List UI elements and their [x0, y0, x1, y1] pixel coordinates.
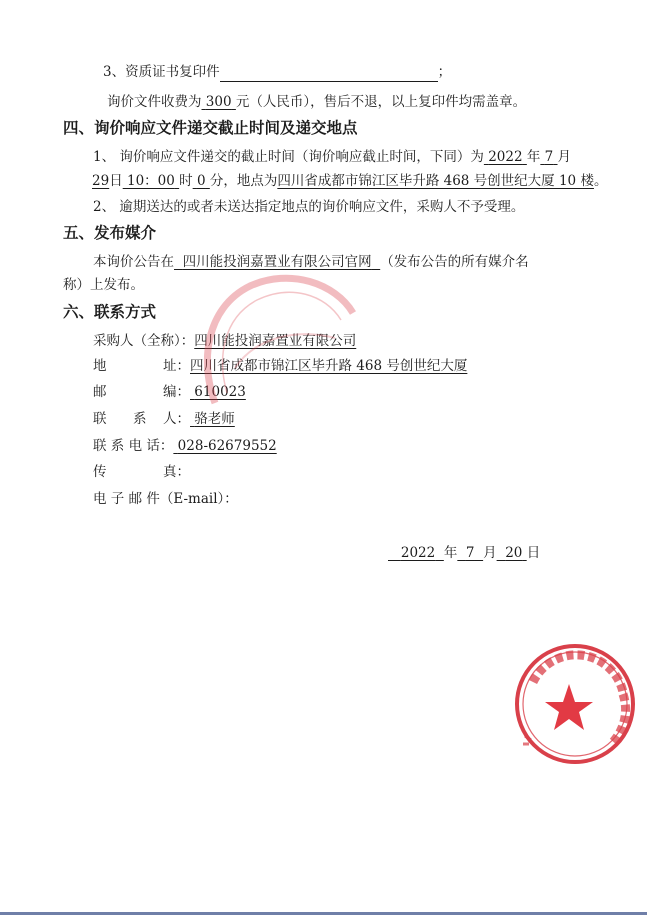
- item-3-blank: [220, 63, 438, 82]
- section-4-para-1: 1、 询价响应文件递交的截止时间（询价响应截止时间，下同）为 2022 年 7 月: [93, 149, 572, 165]
- address-row: 址：四川省成都市锦江区毕升路 468 号创世纪大厦: [163, 358, 468, 374]
- contact-label-1: 联: [93, 411, 107, 427]
- seam-seal-stamp: [195, 268, 360, 418]
- address-value: 四川省成都市锦江区毕升路 468 号创世纪大厦: [190, 358, 468, 374]
- contact-label-2: 系: [133, 411, 147, 427]
- email-row: 电 子 邮 件（E-mail）：: [93, 491, 238, 507]
- item-3-label: 3、资质证书复印件: [103, 64, 220, 80]
- fee-suffix: 元（人民币），售后不退，以上复印件均需盖章。: [235, 94, 527, 110]
- address-label-1: 地: [93, 358, 107, 374]
- buyer-label: 采购人（全称）：: [93, 333, 195, 349]
- section-5-heading: 五、发布媒介: [63, 224, 157, 242]
- item-3-tail: ；: [437, 64, 452, 80]
- buyer-value: 四川能投润嘉置业有限公司: [194, 333, 357, 349]
- section-4-para-1-cont: 29日 10：00 时 0 分，地点为四川省成都市锦江区毕升路 468 号创世纪大厦 10 楼。: [92, 173, 608, 189]
- section-5-para-1: 本询价公告在 四川能投润嘉置业有限公司官网 （发布公告的所有媒介名: [93, 254, 529, 270]
- company-seal-stamp: [515, 632, 647, 772]
- section-4-para-2: 2、 逾期送达的或者未送达指定地点的询价响应文件，采购人不予受理。: [93, 199, 525, 215]
- phone-value: 028-62679552: [177, 438, 277, 454]
- section-5-para-2: 称）上发布。: [63, 277, 144, 293]
- fax-label-2: 真：: [163, 464, 190, 480]
- zip-label-1: 邮: [93, 384, 107, 400]
- signature-date: 2022 年 7 月 20 日: [400, 545, 541, 561]
- fax-label-1: 传: [93, 464, 107, 480]
- zip-value: 610023: [194, 384, 246, 400]
- fee-line: [107, 92, 526, 112]
- fee-prefix: 询价文件收费为: [107, 94, 202, 110]
- contact-value: 骆老师: [194, 411, 235, 427]
- item-3-line: [103, 62, 451, 82]
- section-4-heading: 四、询价响应文件递交截止时间及递交地点: [63, 119, 358, 137]
- contact-row: 人： 骆老师: [163, 411, 235, 427]
- media-name: 四川能投润嘉置业有限公司官网: [182, 254, 372, 270]
- phone-row: 联 系 电 话： 028-62679552: [93, 438, 277, 454]
- section-6-heading: 六、联系方式: [63, 303, 157, 321]
- delivery-place: 四川省成都市锦江区毕升路 468 号创世纪大厦 10 楼: [277, 173, 594, 189]
- fee-amount: 300: [205, 94, 232, 110]
- zip-row: 编： 610023: [163, 384, 246, 400]
